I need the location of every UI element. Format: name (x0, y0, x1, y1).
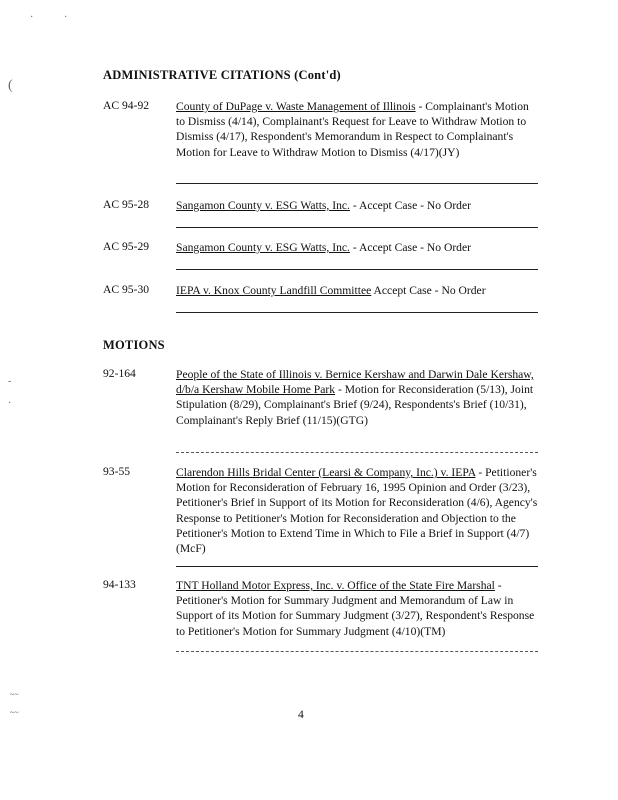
case-description: - Complainant's Motion to Dismiss (4/14), Complainant's Request for Leave to Withdraw Motion to Dismiss (4/17), Respondent's Memorandum in Respect to Complainant's Motion for Leave to Withdraw Motion to Dismiss (4/17)(JY) (176, 100, 529, 159)
entry-divider (176, 227, 538, 228)
case-caption: TNT Holland Motor Express, Inc. v. Office of the State Fire Marshal (176, 579, 495, 592)
section-heading-admin-citations: ADMINISTRATIVE CITATIONS (Cont'd) (103, 68, 341, 82)
case-caption: County of DuPage v. Waste Management of Illinois (176, 100, 416, 113)
case-entry (176, 465, 538, 556)
case-entry (176, 198, 538, 213)
entry-divider (176, 269, 538, 270)
case-caption: Clarendon Hills Bridal Center (Learsi & Company, Inc.) v. IEPA (176, 466, 476, 479)
page-number: 4 (298, 708, 304, 721)
scan-speck: ~~ (10, 708, 19, 717)
case-caption: IEPA v. Knox County Landfill Committee (176, 284, 372, 297)
case-description: - Petitioner's Motion for Reconsideration of February 16, 1995 Opinion and Order (3/23), Petitioner's Brief in Support of its Motion for Reconsideration (4/6), Agency's Response to Petitioner's Motion for Reconsideration and Objection to the Petitioner's Motion to Extend Time in Which to File a Brief in Support (4/7)(McF) (176, 466, 538, 556)
case-entry (176, 367, 538, 428)
case-entry (176, 283, 538, 298)
case-entry (176, 99, 538, 160)
case-entry (176, 240, 538, 255)
case-entry (176, 578, 538, 639)
case-number: AC 94-92 (103, 99, 150, 112)
case-caption: People of the State of Illinois v. Bernice Kershaw and Darwin Dale Kershaw, d/b/a Kershaw Mobile Home Park (176, 368, 534, 397)
case-number: AC 95-28 (103, 198, 150, 211)
case-caption: Sangamon County v. ESG Watts, Inc. (176, 199, 350, 212)
entry-divider (176, 651, 538, 652)
entry-divider (176, 566, 538, 567)
case-description: - Motion for Reconsideration (5/13), Joint Stipulation (8/29), Complainant's Brief (9/24), Respondents's Brief (10/31), Complainant's Reply Brief (11/15)(GTG) (176, 383, 534, 427)
case-number: 92-164 (103, 367, 136, 380)
case-description: - Accept Case - No Order (349, 241, 471, 254)
case-description: Accept Case - No Order (371, 284, 486, 297)
case-number: 93-55 (103, 465, 131, 478)
entry-divider (176, 452, 538, 453)
case-number: 94-133 (103, 578, 136, 591)
case-description: - Accept Case - No Order (349, 199, 471, 212)
scan-speck: · (8, 398, 12, 409)
case-caption: Sangamon County v. ESG Watts, Inc. (176, 241, 350, 254)
scan-speck: ~~ (10, 690, 19, 699)
section-heading-motions: MOTIONS (103, 338, 165, 352)
entry-divider (176, 183, 538, 184)
scan-speck: - (8, 376, 12, 387)
case-number: AC 95-29 (103, 240, 150, 253)
case-number: AC 95-30 (103, 283, 150, 296)
scan-speck: · (64, 12, 68, 23)
case-description: - Petitioner's Motion for Summary Judgment and Memorandum of Law in Support of its Motion for Summary Judgment (3/27), Respondent's Response to Petitioner's Motion for Summary Judgment (4/10)(TM) (176, 579, 535, 638)
scan-speck: ( (8, 78, 13, 93)
scan-speck: · (30, 12, 34, 23)
entry-divider (176, 312, 538, 313)
